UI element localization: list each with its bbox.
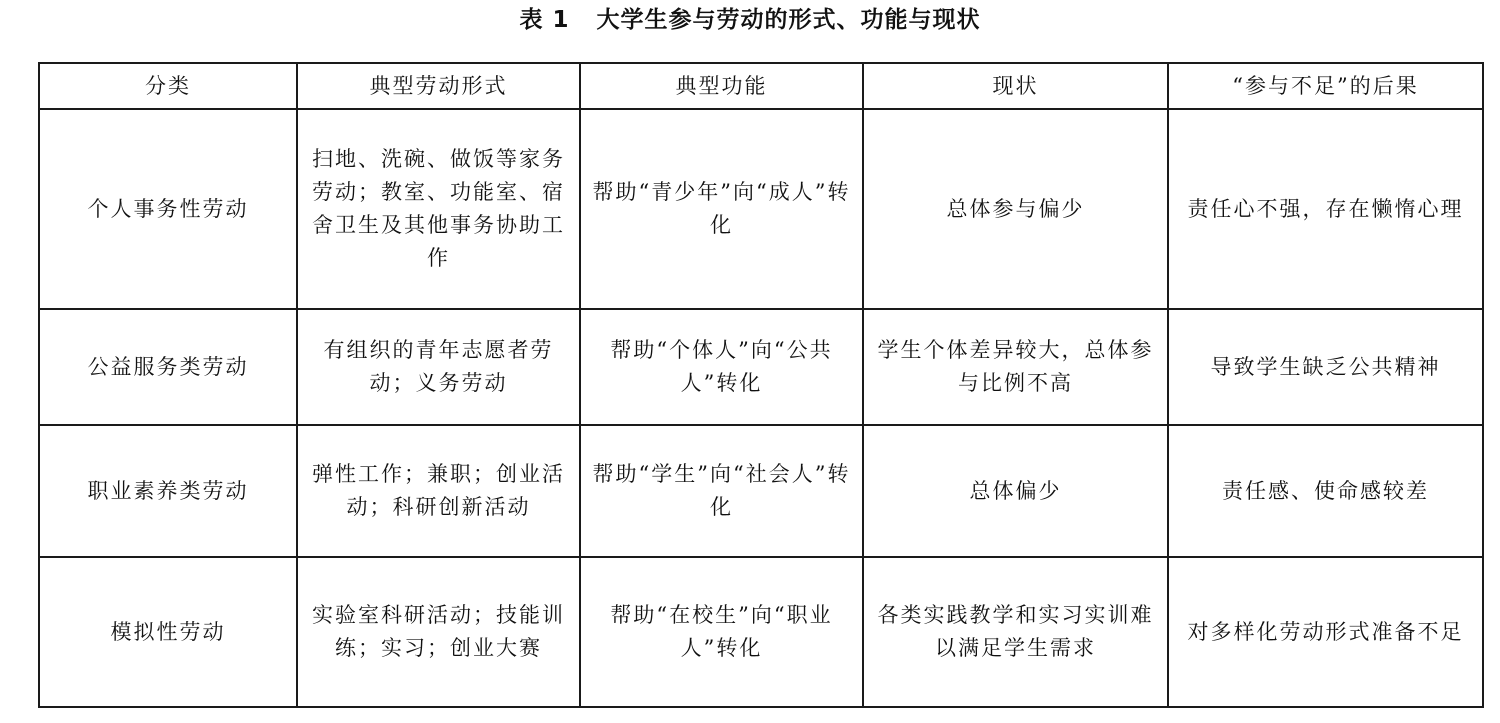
row-forms: 扫地、洗碗、做饭等家务劳动；教室、功能室、宿舍卫生及其他事务协助工作 <box>297 109 580 309</box>
row-forms: 实验室科研活动；技能训练；实习；创业大赛 <box>297 557 580 707</box>
table-row <box>39 557 1483 707</box>
table-header-row <box>39 63 1483 109</box>
table-caption: 表 1 大学生参与劳动的形式、功能与现状 <box>519 7 981 33</box>
row-category: 模拟性劳动 <box>39 557 297 707</box>
row-consequence: 责任感、使命感较差 <box>1168 425 1483 557</box>
header-typical-forms: 典型劳动形式 <box>297 63 580 109</box>
row-category: 个人事务性劳动 <box>39 109 297 309</box>
header-status: 现状 <box>863 63 1168 109</box>
row-status: 总体偏少 <box>863 425 1168 557</box>
row-forms: 有组织的青年志愿者劳动；义务劳动 <box>297 309 580 425</box>
header-consequence: “参与不足”的后果 <box>1168 63 1483 109</box>
row-function: 帮助“青少年”向“成人”转化 <box>580 109 863 309</box>
labor-forms-table <box>38 62 1484 708</box>
row-consequence: 导致学生缺乏公共精神 <box>1168 309 1483 425</box>
header-category: 分类 <box>39 63 297 109</box>
header-typical-function: 典型功能 <box>580 63 863 109</box>
row-status: 学生个体差异较大，总体参与比例不高 <box>863 309 1168 425</box>
table-row <box>39 425 1483 557</box>
row-consequence: 对多样化劳动形式准备不足 <box>1168 557 1483 707</box>
row-function: 帮助“在校生”向“职业人”转化 <box>580 557 863 707</box>
table-row <box>39 109 1483 309</box>
row-function: 帮助“学生”向“社会人”转化 <box>580 425 863 557</box>
row-function: 帮助“个体人”向“公共人”转化 <box>580 309 863 425</box>
row-status: 各类实践教学和实习实训难以满足学生需求 <box>863 557 1168 707</box>
table-row <box>39 309 1483 425</box>
row-status: 总体参与偏少 <box>863 109 1168 309</box>
row-category: 公益服务类劳动 <box>39 309 297 425</box>
row-category: 职业素养类劳动 <box>39 425 297 557</box>
row-forms: 弹性工作；兼职；创业活动；科研创新活动 <box>297 425 580 557</box>
row-consequence: 责任心不强，存在懒惰心理 <box>1168 109 1483 309</box>
